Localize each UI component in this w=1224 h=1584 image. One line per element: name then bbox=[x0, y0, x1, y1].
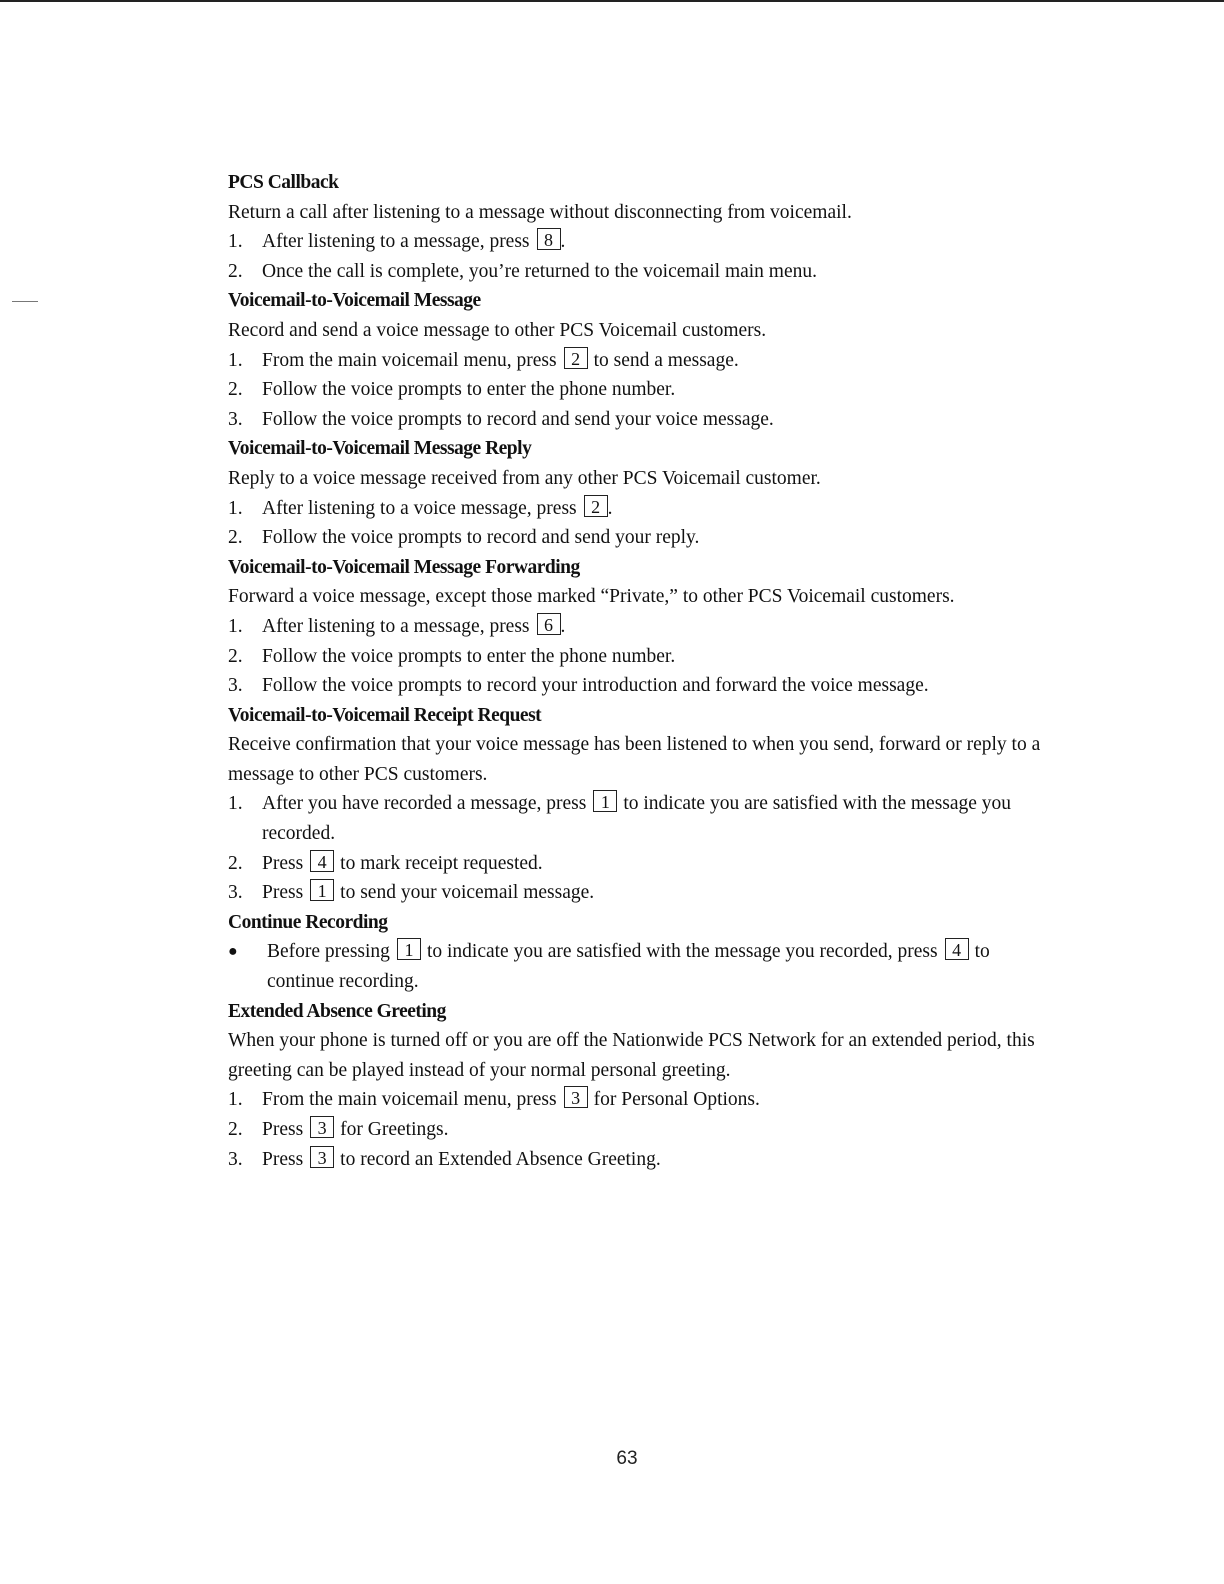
step-item bbox=[228, 1085, 1048, 1115]
bullet-text: Before pressing bbox=[267, 941, 390, 963]
step-text-after: to record an Extended Absence Greeting. bbox=[340, 1148, 661, 1170]
step-text: Follow the voice prompts to enter the phone number. bbox=[262, 379, 676, 401]
step-item bbox=[228, 671, 1048, 701]
step-number: 1. bbox=[228, 1089, 243, 1111]
step-text-after: to send your voicemail message. bbox=[340, 882, 595, 904]
key-2-icon: 2 bbox=[584, 495, 608, 517]
step-text-after: to mark receipt requested. bbox=[340, 852, 543, 874]
key-1-icon: 1 bbox=[310, 879, 334, 901]
step-text-after: for Greetings. bbox=[340, 1119, 449, 1140]
step-text-after: to indicate you are satisfied with the message you recorded. bbox=[262, 793, 1012, 845]
step-text: After listening to a voice message, press bbox=[262, 497, 577, 519]
step-number: 1. bbox=[228, 349, 243, 371]
step-text-after: to send a message. bbox=[593, 349, 739, 371]
step-item bbox=[228, 1115, 1048, 1145]
step-text: Follow the voice prompts to record and send your voice message. bbox=[262, 408, 774, 430]
step-text: Press bbox=[262, 882, 304, 904]
section-title-extended-absence-greeting: Extended Absence Greeting bbox=[228, 1000, 446, 1022]
section-title-voicemail-message: Voicemail-to-Voicemail Message bbox=[228, 290, 481, 312]
step-number: 1. bbox=[228, 497, 243, 519]
step-item bbox=[228, 375, 1048, 405]
step-number: 2. bbox=[228, 379, 243, 401]
key-3-icon: 3 bbox=[310, 1146, 334, 1168]
step-item bbox=[228, 1145, 1048, 1175]
page-number: 63 bbox=[616, 1448, 638, 1469]
step-number: 3. bbox=[228, 675, 243, 697]
step-number: 3. bbox=[228, 1148, 243, 1170]
step-text: From the main voicemail menu, press bbox=[262, 349, 557, 371]
key-4-icon: 4 bbox=[945, 938, 969, 960]
section-title-receipt-request: Voicemail-to-Voicemail Receipt Request bbox=[228, 704, 542, 726]
step-item bbox=[228, 612, 1048, 642]
step-number: 3. bbox=[228, 408, 243, 430]
step-item bbox=[228, 346, 1048, 376]
step-text: Follow the voice prompts to record and send your reply. bbox=[262, 527, 700, 549]
step-text: Once the call is complete, you’re returned to the voicemail main menu. bbox=[262, 260, 818, 282]
bullet-text-middle: to indicate you are satisfied with the message you recorded, press bbox=[426, 941, 938, 963]
step-text: Press bbox=[262, 1119, 304, 1140]
section-description: Return a call after listening to a message without disconnecting from voicemail. bbox=[228, 201, 852, 223]
step-text: From the main voicemail menu, press bbox=[262, 1089, 557, 1111]
step-text: Follow the voice prompts to enter the phone number. bbox=[262, 645, 676, 667]
step-text-after: . bbox=[560, 231, 566, 253]
section-title-message-forwarding: Voicemail-to-Voicemail Message Forwarding bbox=[228, 556, 580, 578]
step-text: After listening to a message, press bbox=[262, 615, 530, 637]
step-text-after: . bbox=[560, 615, 566, 637]
step-number: 1. bbox=[228, 793, 243, 815]
step-item bbox=[228, 523, 1048, 553]
manual-page-content bbox=[228, 168, 1048, 1174]
step-item bbox=[228, 878, 1048, 908]
step-item bbox=[228, 227, 1048, 257]
key-6-icon: 6 bbox=[537, 613, 561, 635]
step-text: Press bbox=[262, 1148, 304, 1170]
step-text: After you have recorded a message, press bbox=[262, 793, 587, 815]
step-number: 2. bbox=[228, 852, 243, 874]
bullet-item bbox=[228, 937, 1048, 996]
key-4-icon: 4 bbox=[310, 850, 334, 872]
margin-mark bbox=[12, 301, 38, 302]
key-3-icon: 3 bbox=[564, 1086, 588, 1108]
key-1-icon: 1 bbox=[593, 790, 617, 812]
step-item bbox=[228, 849, 1048, 879]
step-number: 2. bbox=[228, 527, 243, 549]
section-title-pcs-callback: PCS Callback bbox=[228, 172, 339, 193]
step-number: 2. bbox=[228, 1119, 243, 1140]
bullet-text-after: to continue recording. bbox=[267, 941, 990, 993]
step-text: After listening to a message, press bbox=[262, 231, 530, 253]
step-number: 3. bbox=[228, 882, 243, 904]
section-description: When your phone is turned off or you are off the Nationwide PCS Network for an extended period, this greeting can be played instead of your normal personal greeting. bbox=[228, 1030, 1035, 1081]
step-item bbox=[228, 494, 1048, 524]
key-2-icon: 2 bbox=[564, 347, 588, 369]
key-1-icon: 1 bbox=[397, 938, 421, 960]
bullet-icon: ● bbox=[228, 943, 238, 961]
step-text: Follow the voice prompts to record your introduction and forward the voice message. bbox=[262, 675, 929, 697]
section-title-continue-recording: Continue Recording bbox=[228, 911, 388, 933]
section-description: Reply to a voice message received from any other PCS Voicemail customer. bbox=[228, 467, 821, 489]
step-number: 2. bbox=[228, 260, 243, 282]
step-number: 1. bbox=[228, 231, 243, 253]
section-description: Receive confirmation that your voice message has been listened to when you send, forward or reply to a message to other PCS customers. bbox=[228, 734, 1041, 785]
step-item bbox=[228, 257, 1048, 287]
step-item bbox=[228, 789, 1048, 848]
section-title-message-reply: Voicemail-to-Voicemail Message Reply bbox=[228, 438, 532, 460]
step-number: 1. bbox=[228, 615, 243, 637]
step-text-after: for Personal Options. bbox=[593, 1089, 760, 1111]
section-description: Record and send a voice message to other PCS Voicemail customers. bbox=[228, 319, 767, 341]
step-item bbox=[228, 642, 1048, 672]
step-text: Press bbox=[262, 852, 304, 874]
step-item bbox=[228, 405, 1048, 435]
step-number: 2. bbox=[228, 645, 243, 667]
section-description: Forward a voice message, except those marked “Private,” to other PCS Voicemail customers. bbox=[228, 586, 955, 608]
key-8-icon: 8 bbox=[537, 228, 561, 250]
top-border-rule bbox=[0, 0, 1224, 2]
step-text-after: . bbox=[607, 497, 613, 519]
key-3-icon: 3 bbox=[310, 1116, 334, 1138]
